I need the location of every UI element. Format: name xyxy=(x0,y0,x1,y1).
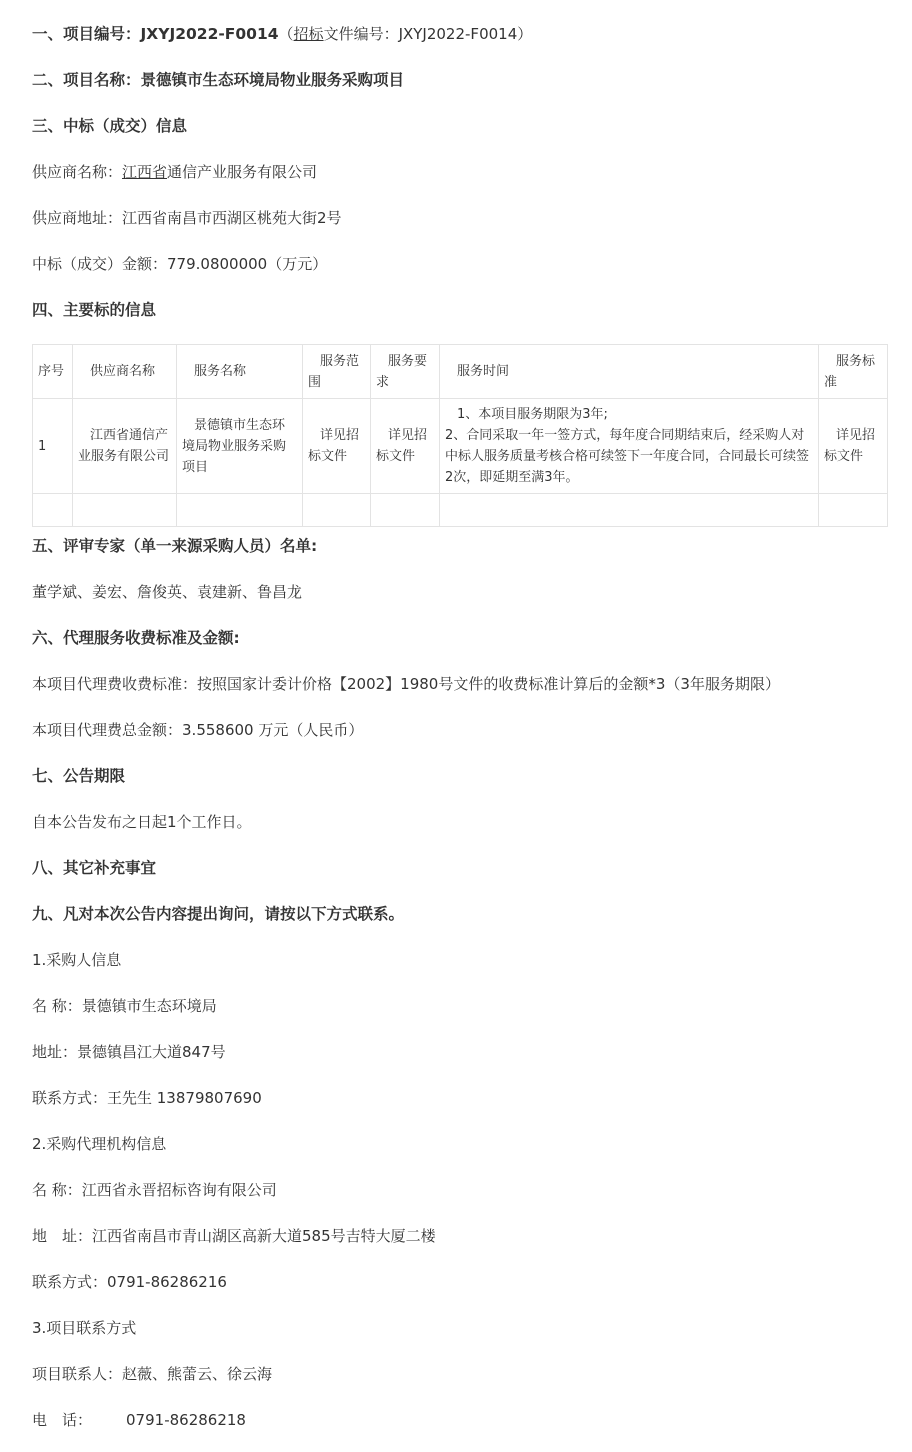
agent-info-title: 2.采购代理机构信息 xyxy=(32,1135,167,1153)
row-scope: 详见招标文件 xyxy=(303,399,371,494)
table-row xyxy=(33,399,888,494)
buyer-name: 名 称：景德镇市生态环境局 xyxy=(32,997,217,1015)
table-header-row xyxy=(33,345,888,399)
row-requirement: 详见招标文件 xyxy=(371,399,440,494)
project-contact-title: 3.项目联系方式 xyxy=(32,1319,137,1337)
header-cell: 供应商名称 xyxy=(73,345,177,399)
table-empty-row xyxy=(33,494,888,527)
note-open: （ xyxy=(278,25,294,43)
section-project-number xyxy=(32,24,532,44)
empty-cell xyxy=(440,494,819,527)
section-agency-fee: 六、代理服务收费标准及金额: xyxy=(32,629,240,647)
row-service: 景德镇市生态环境局物业服务采购项目 xyxy=(177,399,303,494)
project-name: 景德镇市生态环境局物业服务采购项目 xyxy=(140,71,405,89)
empty-cell xyxy=(819,494,888,527)
section-label: 一、项目编号： xyxy=(32,25,141,43)
row-service-time xyxy=(440,399,819,494)
row-standard: 详见招标文件 xyxy=(819,399,888,494)
project-contact-phone xyxy=(32,1410,246,1430)
notice-period: 自本公告发布之日起1个工作日。 xyxy=(32,813,252,831)
agent-name: 名 称：江西省永晋招标咨询有限公司 xyxy=(32,1181,277,1199)
section-contacts: 九、凡对本次公告内容提出询问，请按以下方式联系。 xyxy=(32,905,405,923)
section-award-heading: 三、中标（成交）信息 xyxy=(32,117,188,135)
project-code: JXYJ2022-F0014 xyxy=(140,25,279,43)
buyer-address: 地址：景德镇昌江大道847号 xyxy=(32,1043,226,1061)
project-contact-people: 项目联系人：赵薇、熊蕾云、徐云海 xyxy=(32,1365,273,1383)
phone-number: 0791-86286218 xyxy=(126,1411,246,1429)
section-main-items: 四、主要标的信息 xyxy=(32,301,157,319)
agent-address: 地 址：江西省南昌市青山湖区高新大道585号吉特大厦二楼 xyxy=(32,1227,436,1245)
header-cell: 服务时间 xyxy=(440,345,819,399)
supplier-name-label: 供应商名称： xyxy=(32,163,123,181)
header-cell: 服务名称 xyxy=(177,345,303,399)
fee-standard: 本项目代理费收费标准：按照国家计委计价格【2002】1980号文件的收费标准计算后的金额*3（3年服务期限） xyxy=(32,675,780,693)
empty-cell xyxy=(371,494,440,527)
header-cell: 序号 xyxy=(33,345,73,399)
supplier-name-rest: 通信产业服务有限公司 xyxy=(167,163,318,181)
empty-cell xyxy=(177,494,303,527)
section-label: 二、项目名称： xyxy=(32,71,141,89)
buyer-contact: 联系方式：王先生 13879807690 xyxy=(32,1089,262,1107)
service-time-line-1: 1、本项目服务期限为3年; xyxy=(457,407,608,422)
main-items-table xyxy=(32,344,888,527)
row-supplier: 江西省通信产业服务有限公司 xyxy=(73,399,177,494)
supplier-link[interactable]: 江西省 xyxy=(122,163,168,181)
section-project-name xyxy=(32,70,404,90)
empty-cell xyxy=(73,494,177,527)
experts-list: 董学斌、姜宏、詹俊英、袁建新、鲁昌龙 xyxy=(32,583,303,601)
empty-cell xyxy=(303,494,371,527)
header-cell: 服务标准 xyxy=(819,345,888,399)
row-number: 1 xyxy=(33,399,73,494)
section-supplementary: 八、其它补充事宜 xyxy=(32,859,157,877)
fee-total: 本项目代理费总金额：3.558600 万元（人民币） xyxy=(32,721,364,739)
empty-cell xyxy=(33,494,73,527)
header-cell: 服务范围 xyxy=(303,345,371,399)
tender-link[interactable]: 招标 xyxy=(293,25,324,43)
buyer-info-title: 1.采购人信息 xyxy=(32,951,122,969)
service-time-line-2: 2、合同采取一年一签方式，每年度合同期结束后，经采购人对中标人服务质量考核合格可续签下一年度合同，合同最长可续签2次，即延期至满3年。 xyxy=(445,428,810,485)
award-amount: 中标（成交）金额：779.0800000（万元） xyxy=(32,255,328,273)
header-cell: 服务要求 xyxy=(371,345,440,399)
section-experts: 五、评审专家（单一来源采购人员）名单: xyxy=(32,537,318,555)
phone-label: 电 话： xyxy=(32,1411,93,1429)
supplier-name xyxy=(32,162,317,182)
note-rest: 文件编号：JXYJ2022-F0014） xyxy=(323,25,533,43)
agent-contact: 联系方式：0791-86286216 xyxy=(32,1273,227,1291)
supplier-address: 供应商地址：江西省南昌市西湖区桃苑大街2号 xyxy=(32,209,342,227)
section-notice-period: 七、公告期限 xyxy=(32,767,126,785)
